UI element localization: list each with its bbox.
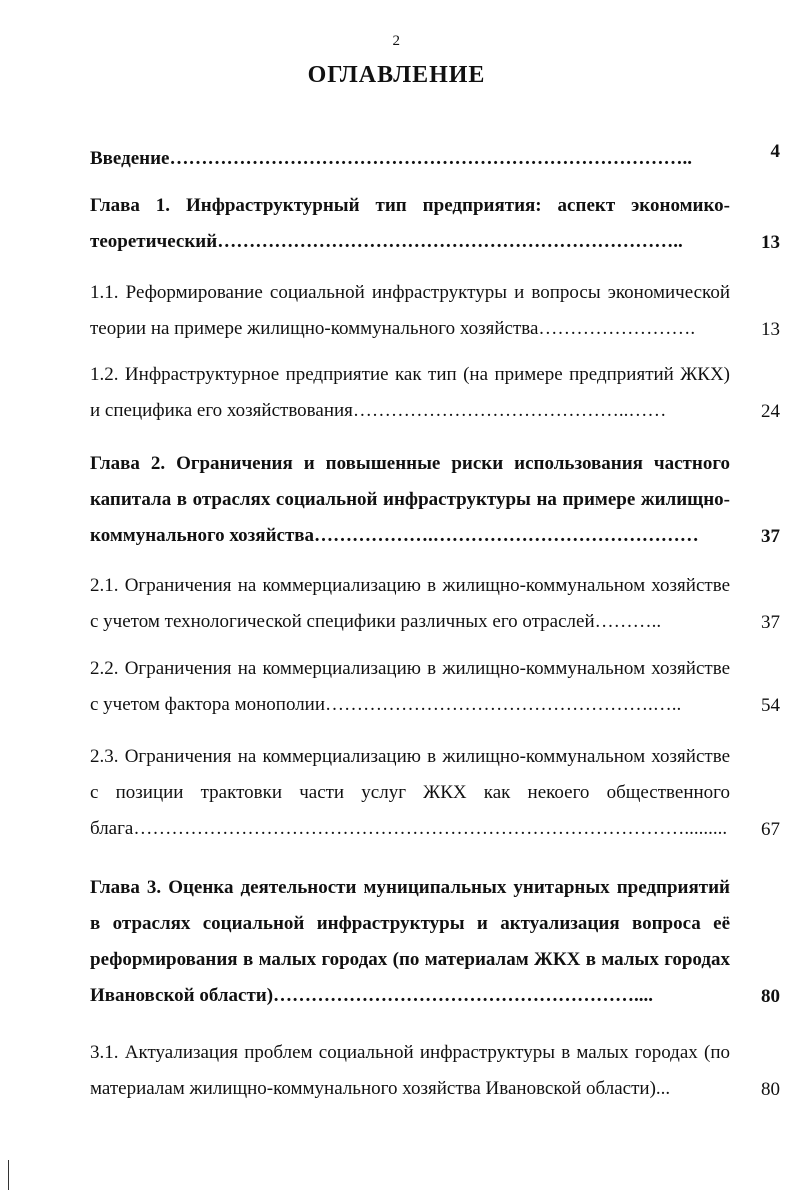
toc-entry-chapter-1[interactable] xyxy=(90,188,780,260)
toc-entry-text: 2.3. Ограничения на коммерциализацию в жилищно-коммунальном хозяйстве с позиции трактовки части услуг ЖКХ как некоего общественного блага……………………………………………………………………………......... xyxy=(90,746,730,839)
toc-entry-page: 80 xyxy=(761,1079,780,1100)
toc-entry-text: Глава 3. Оценка деятельности муниципальных унитарных предприятий в отраслях социальной инфраструктуры и актуализация вопроса её реформирования в малых городах (по материалам ЖКХ в малых городах Ивановской области)………………………………………………….... xyxy=(90,877,730,1006)
toc-entry-section-2-3[interactable] xyxy=(90,739,780,847)
toc-entry-text: Введение……………………………………………………………………….. xyxy=(90,148,692,169)
toc-entry-page: 54 xyxy=(761,695,780,716)
toc-entry-section-2-1[interactable] xyxy=(90,568,780,640)
toc-entry-page: 13 xyxy=(761,319,780,340)
toc-entry-page: 80 xyxy=(761,986,780,1007)
toc-entry-section-1-2[interactable] xyxy=(90,357,780,429)
toc-entry-chapter-2[interactable] xyxy=(90,446,780,554)
page-number: 2 xyxy=(392,33,401,49)
toc-entry-text: 1.1. Реформирование социальной инфраструктуры и вопросы экономической теории на примере жилищно-коммунального хозяйства……………………. xyxy=(90,282,730,339)
toc-entry-page: 37 xyxy=(761,612,780,633)
toc-entry-introduction[interactable] xyxy=(90,141,780,177)
toc-entry-text: Глава 1. Инфраструктурный тип предприятия: аспект экономико-теоретический……………………………………………………………….. xyxy=(90,195,730,252)
toc-entry-text: 3.1. Актуализация проблем социальной инфраструктуры в малых городах (по материалам жилищно-коммунального хозяйства Ивановской области)... xyxy=(90,1042,730,1099)
margin-mark xyxy=(8,1160,9,1190)
toc-entry-page: 4 xyxy=(770,141,780,162)
toc-entry-chapter-3[interactable] xyxy=(90,870,780,1014)
toc-entry-text: 2.1. Ограничения на коммерциализацию в жилищно-коммунальном хозяйстве с учетом технологической специфики различных его отраслей……….. xyxy=(90,575,730,632)
toc-entry-text: 2.2. Ограничения на коммерциализацию в жилищно-коммунальном хозяйстве с учетом фактора монополии…………………………………………….….. xyxy=(90,658,730,715)
toc-entry-text: Глава 2. Ограничения и повышенные риски использования частного капитала в отраслях социальной инфраструктуры на примере жилищно-коммунального хозяйства……………….…………………………………… xyxy=(90,453,730,546)
toc-entry-page: 24 xyxy=(761,401,780,422)
toc-entry-page: 37 xyxy=(761,526,780,547)
toc-title: ОГЛАВЛЕНИЕ xyxy=(307,62,486,88)
toc-entry-section-1-1[interactable] xyxy=(90,275,780,347)
toc-entry-section-3-1[interactable] xyxy=(90,1035,780,1107)
toc-entry-section-2-2[interactable] xyxy=(90,651,780,723)
toc-entry-page: 13 xyxy=(761,232,780,253)
toc-entry-text: 1.2. Инфраструктурное предприятие как тип (на примере предприятий ЖКХ) и специфика его хозяйствования……………………………………..…… xyxy=(90,364,730,421)
toc-entry-page: 67 xyxy=(761,819,780,840)
